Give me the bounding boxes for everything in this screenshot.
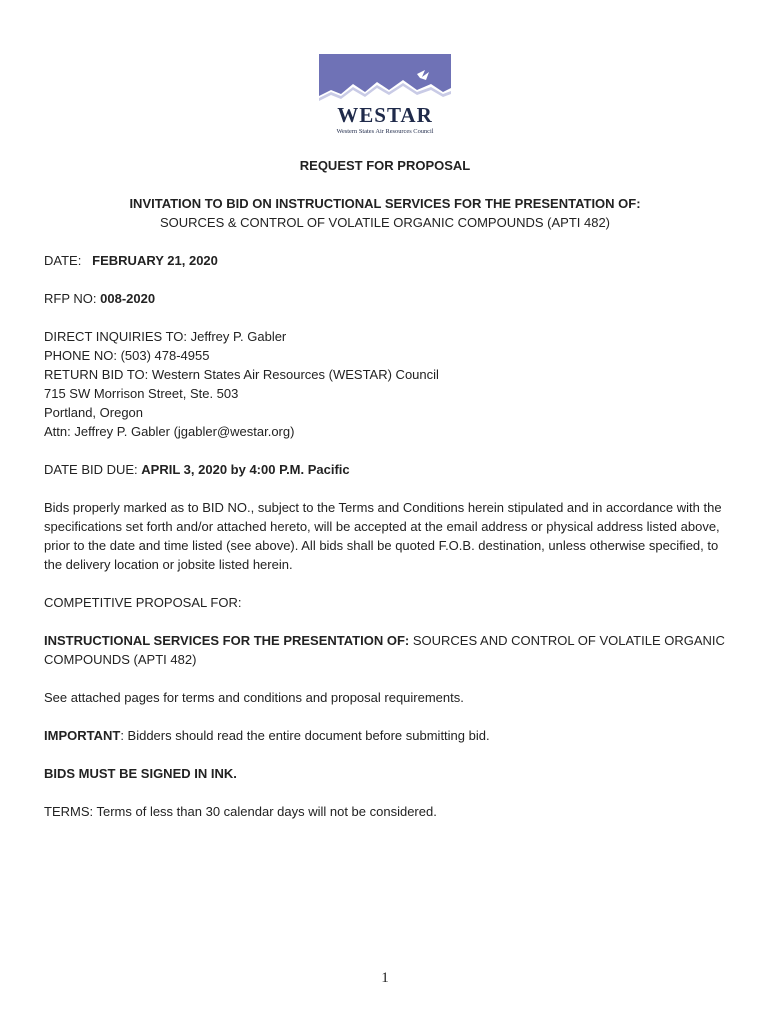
services-paragraph: INSTRUCTIONAL SERVICES FOR THE PRESENTATION OF: SOURCES AND CONTROL OF VOLATILE ORGANIC COMPOUNDS (APTI 482) (44, 633, 725, 667)
bids-paragraph: Bids properly marked as to BID NO., subject to the Terms and Conditions herein stipulated and in accordance with the specifications set forth and/or attached hereto, will be accepted at the email address or physical address listed above, prior to the date and time listed (see above). All bids shall be quoted F.O.B. destination, unless otherwise specified, to the delivery location or jobsite listed herein. (44, 500, 722, 572)
inquiries-line: DIRECT INQUIRIES TO: Jeffrey P. Gabler (44, 329, 287, 344)
important-line: IMPORTANT: Bidders should read the entire document before submitting bid. (44, 728, 490, 743)
street-line: 715 SW Morrison Street, Ste. 503 (44, 386, 239, 401)
logo-name: WESTAR (337, 103, 433, 127)
logo-tagline: Western States Air Resources Council (336, 128, 434, 135)
terms-line: TERMS: Terms of less than 30 calendar days will not be considered. (44, 804, 437, 819)
see-attached-line: See attached pages for terms and conditions and proposal requirements. (44, 690, 464, 705)
city-line: Portland, Oregon (44, 405, 144, 420)
phone-line: PHONE NO: (503) 478-4955 (44, 348, 210, 363)
westar-logo (319, 54, 451, 136)
invitation-subject: SOURCES & CONTROL OF VOLATILE ORGANIC COMPOUNDS (APTI 482) (159, 215, 611, 230)
signed-line: BIDS MUST BE SIGNED IN INK. (44, 766, 237, 781)
competitive-line: COMPETITIVE PROPOSAL FOR: (44, 595, 242, 610)
attn-line: Attn: Jeffrey P. Gabler (jgabler@westar.org) (44, 424, 295, 439)
due-date-line: DATE BID DUE: APRIL 3, 2020 by 4:00 P.M. Pacific (44, 462, 350, 477)
page-title: REQUEST FOR PROPOSAL (299, 158, 471, 173)
date-line: DATE: FEBRUARY 21, 2020 (44, 253, 218, 268)
rfp-line: RFP NO: 008-2020 (44, 291, 156, 306)
page-number: 1 (381, 970, 389, 986)
invitation-heading: INVITATION TO BID ON INSTRUCTIONAL SERVICES FOR THE PRESENTATION OF: (129, 196, 641, 211)
return-line: RETURN BID TO: Western States Air Resources (WESTAR) Council (44, 367, 439, 382)
